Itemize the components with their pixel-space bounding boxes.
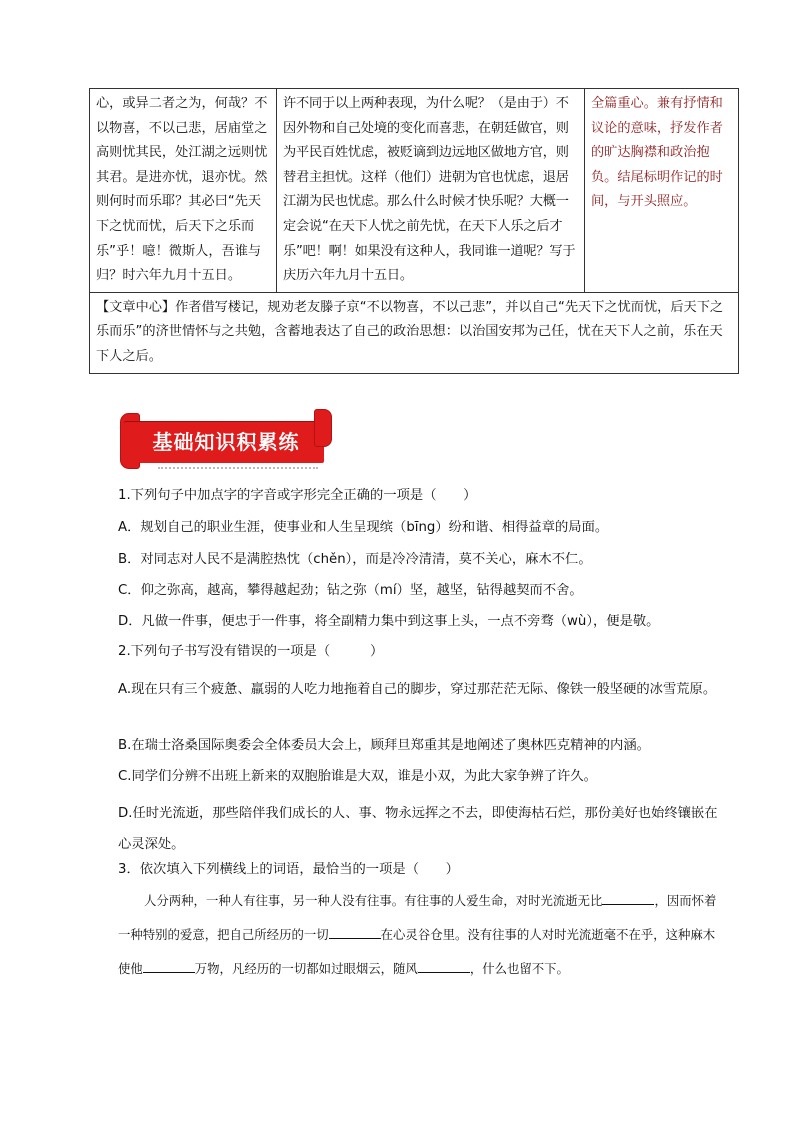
- question-3-stem: 3．依次填入下列横线上的词语，最恰当的一项是（ ）: [118, 862, 459, 877]
- question-2-option-a: A.现在只有三个疲惫、羸弱的人吃力地拖着自己的脚步，穿过那茫茫无际、像铁一般坚硬的冰雪荒原。: [118, 682, 717, 697]
- question-1-option-c: C．仰之弥高，越高，攀得越起劲；钻之弥（mí）坚，越坚，钻得越契而不舍。: [118, 583, 583, 598]
- question-1-stem: 1.下列句子中加点字的字音或字形完全正确的一项是（ ）: [118, 488, 477, 503]
- table-row-center: [90, 292, 739, 373]
- banner-divider: [158, 467, 318, 475]
- blank-2[interactable]: [329, 926, 381, 939]
- article-center-label: 【文章中心】: [96, 299, 176, 315]
- question-1-option-b: B．对同志对人民不是满腔热忱（chěn），而是冷冷清清，莫不关心，麻木不仁。: [118, 552, 592, 567]
- question-2-option-b: B.在瑞士洛桑国际奥委会全体委员大会上，顾拜旦郑重其是地阐述了奥林匹克精神的内涵。: [118, 738, 650, 753]
- passage-part-2: ，因而怀着一种特别的爱意，把自己所经历的一切: [118, 893, 717, 942]
- original-text-cell: 心，或异二者之为，何哉？不以物喜，不以己悲，居庙堂之高则忧其民，处江湖之远则忧其君。是进亦忧，退亦忧。然则何时而乐耶？其必曰“先天下之忧而忧，后天下之乐而乐”乎！噫！微斯人，吾谁与归？时六年九月十五日。: [90, 89, 277, 293]
- banner-scroll-right-icon: [314, 409, 332, 447]
- question-2-stem: 2.下列句子书写没有错误的一项是（ ）: [118, 644, 384, 659]
- article-center-cell: [90, 292, 739, 373]
- question-1-option-d: D．凡做一件事，便忠于一件事，将全副精力集中到这事上头，一点不旁骛（wù），便是敬。: [118, 614, 660, 629]
- blank-3[interactable]: [143, 960, 195, 973]
- question-2-option-c: C.同学们分辨不出班上新来的双胞胎谁是大双，谁是小双，为此大家争辨了许久。: [118, 769, 597, 784]
- passage-part-5: ，什么也留不下。: [469, 961, 569, 976]
- passage-part-1: 人分两种，一种人有往事，另一种人没有往事。有往事的人爱生命，对时光流逝无比: [144, 893, 603, 908]
- passage-part-3: 在心灵谷仓里。没有往事的人对时光流逝毫不在乎，这种麻木使他: [118, 927, 716, 976]
- analysis-cell: 全篇重心。兼有抒情和议论的意味，抒发作者的旷达胸襟和政治抱负。结尾标明作记的时间，与开头照应。: [585, 89, 739, 293]
- blank-1[interactable]: [602, 892, 654, 905]
- blank-4[interactable]: [418, 960, 470, 973]
- text-analysis-table: [89, 88, 739, 374]
- section-title: 基础知识积累练: [152, 430, 300, 454]
- translation-cell: 许不同于以上两种表现，为什么呢？（是由于）不因外物和自己处境的变化而喜悲，在朝廷做官，则为平民百姓忧虑，被贬谪到边远地区做地方官，则替君主担忧。这样（他们）进朝为官也忧虑，退居江湖为民也忧虑。那么什么时候才快乐呢？大概一定会说“在天下人忧之前先忧，在天下人乐之后才乐”吧！啊！如果没有这种人，我同谁一道呢？写于庆历六年九月十五日。: [277, 89, 585, 293]
- question-1-option-a: A．规划自己的职业生涯，使事业和人生呈现缤（bīng）纷和谐、相得益章的局面。: [118, 520, 609, 535]
- article-center-text: 作者借写楼记，规劝老友滕子京“不以物喜，不以己悲”，并以自己“先天下之忧而忧，后天下之乐而乐”的济世情怀与之共勉，含蓄地表达了自己的政治思想：以治国安邦为己任，忧在天下人之前，乐在天下人之后。: [96, 299, 724, 364]
- passage-part-4: 万物，凡经历的一切都如过眼烟云，随风: [194, 961, 418, 976]
- table-row: [90, 89, 739, 293]
- section-banner: [118, 407, 334, 471]
- question-2-option-d: D.任时光流逝，那些陪伴我们成长的人、事、物永远挥之不去，即使海枯石烂，那份美好也始终镶嵌在心灵深处。: [118, 806, 718, 852]
- question-3-passage: [118, 884, 718, 986]
